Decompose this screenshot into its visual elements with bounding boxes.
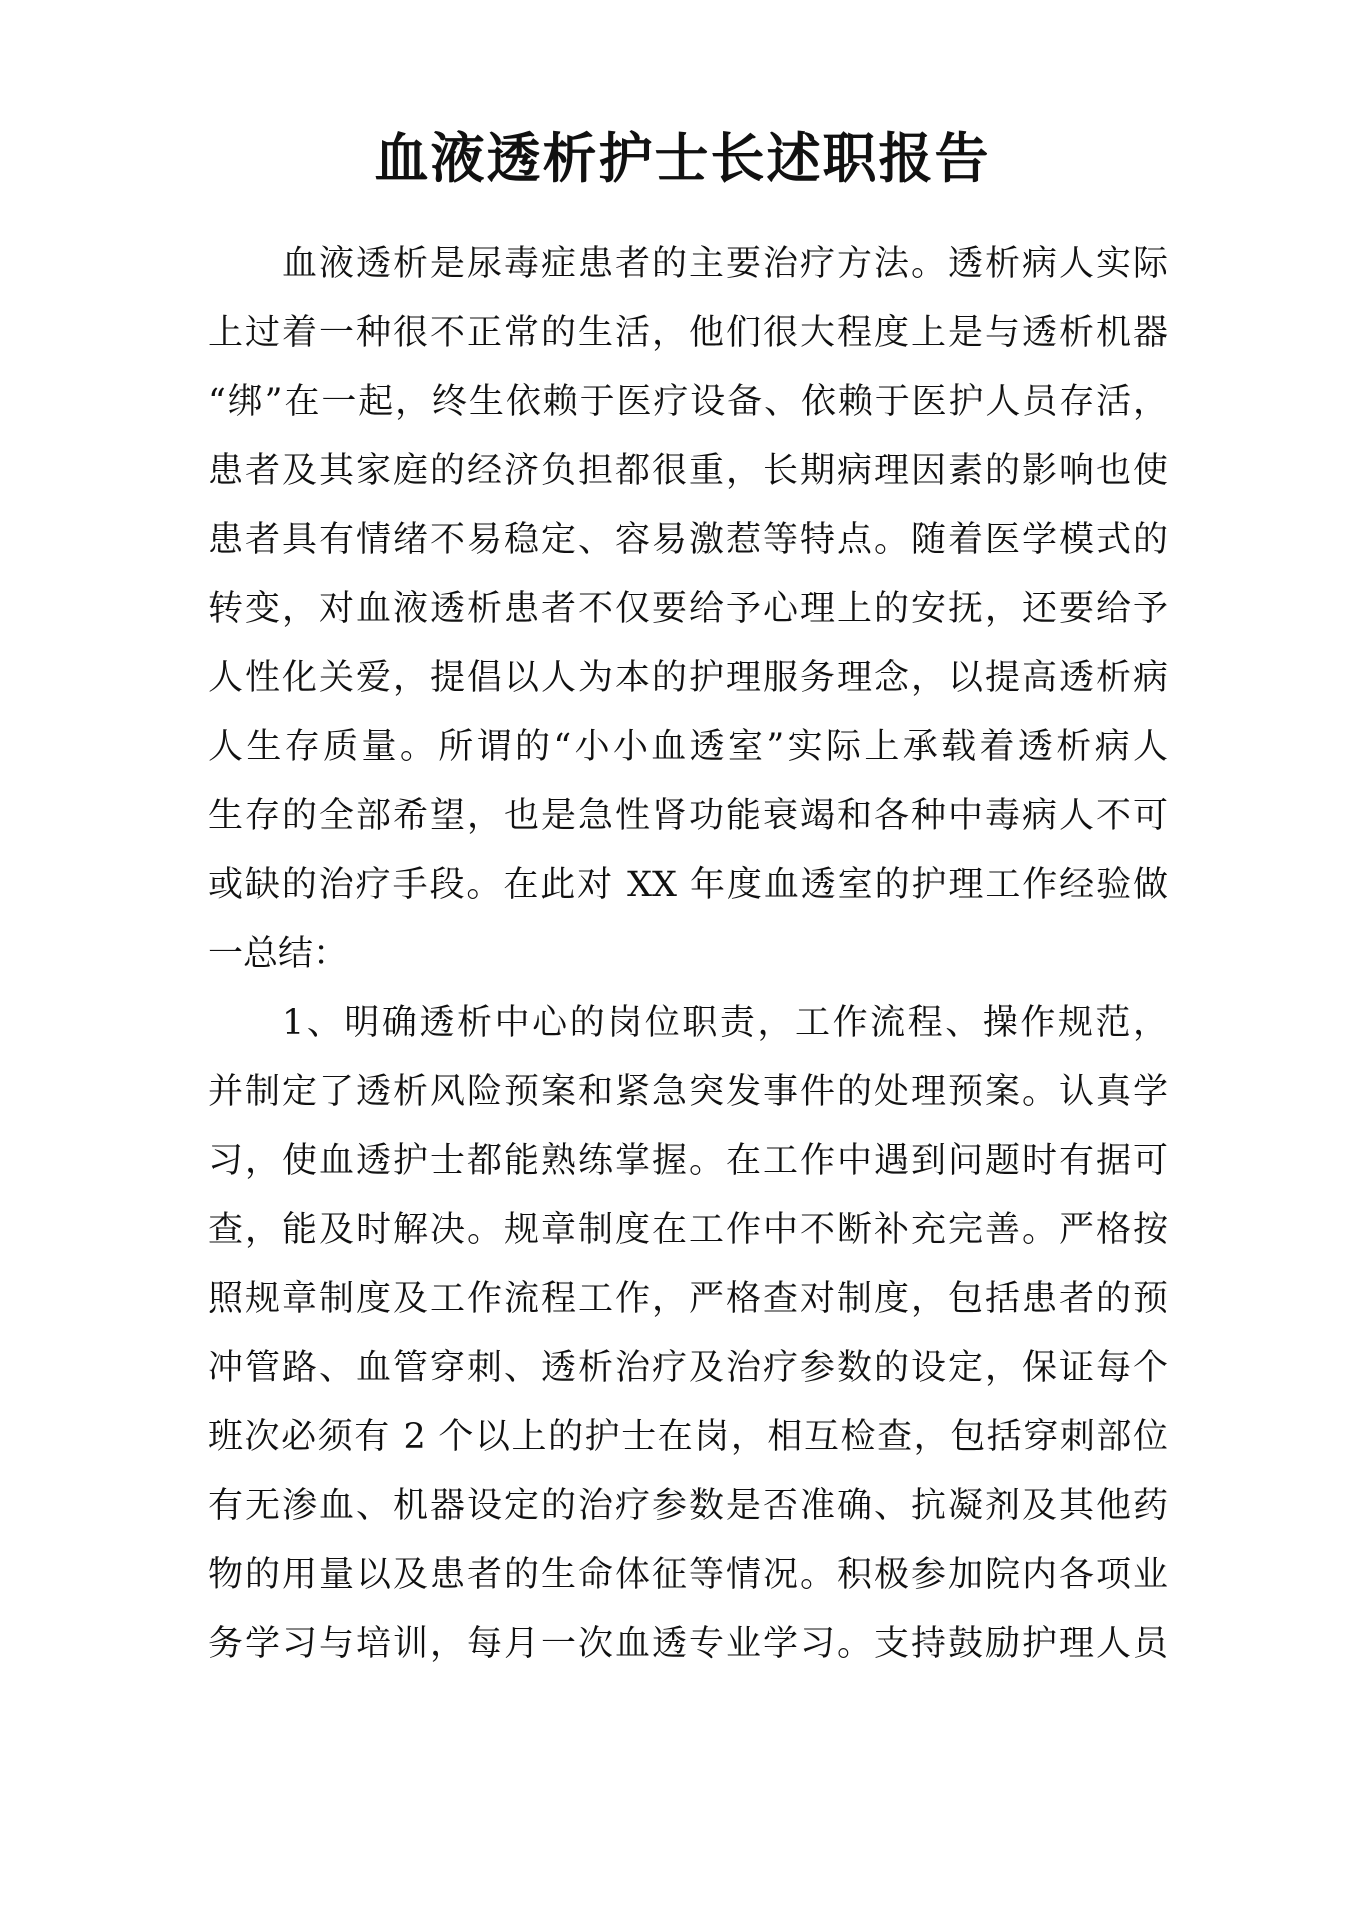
paragraph-line: 1、明确透析中心的岗位职责，工作流程、操作规范， — [282, 1003, 1168, 1043]
paragraph-line: 患者具有情绪不易稳定、容易激惹等特点。随着医学模式的 — [208, 520, 1168, 560]
paragraph-line: 照规章制度及工作流程工作，严格查对制度，包括患者的预 — [208, 1279, 1168, 1319]
paragraph-line: 物的用量以及患者的生命体征等情况。积极参加院内各项业 — [208, 1555, 1168, 1595]
paragraph-line: 务学习与培训，每月一次血透专业学习。支持鼓励护理人员 — [208, 1624, 1168, 1664]
paragraph-line: 人性化关爱，提倡以人为本的护理服务理念，以提高透析病 — [208, 658, 1168, 698]
paragraph-line: 一总结： — [208, 934, 349, 974]
paragraph-line: 或缺的治疗手段。在此对 XX 年度血透室的护理工作经验做 — [208, 865, 1168, 905]
paragraph-line: “绑”在一起，终生依赖于医疗设备、依赖于医护人员存活， — [208, 382, 1168, 422]
paragraph-line: 冲管路、血管穿刺、透析治疗及治疗参数的设定，保证每个 — [208, 1348, 1168, 1388]
paragraph-line: 生存的全部希望，也是急性肾功能衰竭和各种中毒病人不可 — [208, 796, 1168, 836]
paragraph-line: 上过着一种很不正常的生活，他们很大程度上是与透析机器 — [208, 313, 1168, 353]
paragraph-line: 血液透析是尿毒症患者的主要治疗方法。透析病人实际 — [282, 244, 1168, 284]
paragraph-line: 习，使血透护士都能熟练掌握。在工作中遇到问题时有据可 — [208, 1141, 1168, 1181]
paragraph-line: 并制定了透析风险预案和紧急突发事件的处理预案。认真学 — [208, 1072, 1168, 1112]
paragraph-line: 患者及其家庭的经济负担都很重，长期病理因素的影响也使 — [208, 451, 1168, 491]
document-title: 血液透析护士长述职报告 — [374, 126, 991, 190]
paragraph-line: 转变，对血液透析患者不仅要给予心理上的安抚，还要给予 — [208, 589, 1168, 629]
paragraph-line: 班次必须有 2 个以上的护士在岗，相互检查，包括穿刺部位 — [208, 1417, 1168, 1457]
document-body — [208, 230, 1168, 1679]
paragraph-line: 人生存质量。所谓的“小小血透室”实际上承载着透析病人 — [208, 727, 1168, 767]
paragraph-line: 有无渗血、机器设定的治疗参数是否准确、抗凝剂及其他药 — [208, 1486, 1168, 1526]
paragraph-line: 查，能及时解决。规章制度在工作中不断补充完善。严格按 — [208, 1210, 1168, 1250]
